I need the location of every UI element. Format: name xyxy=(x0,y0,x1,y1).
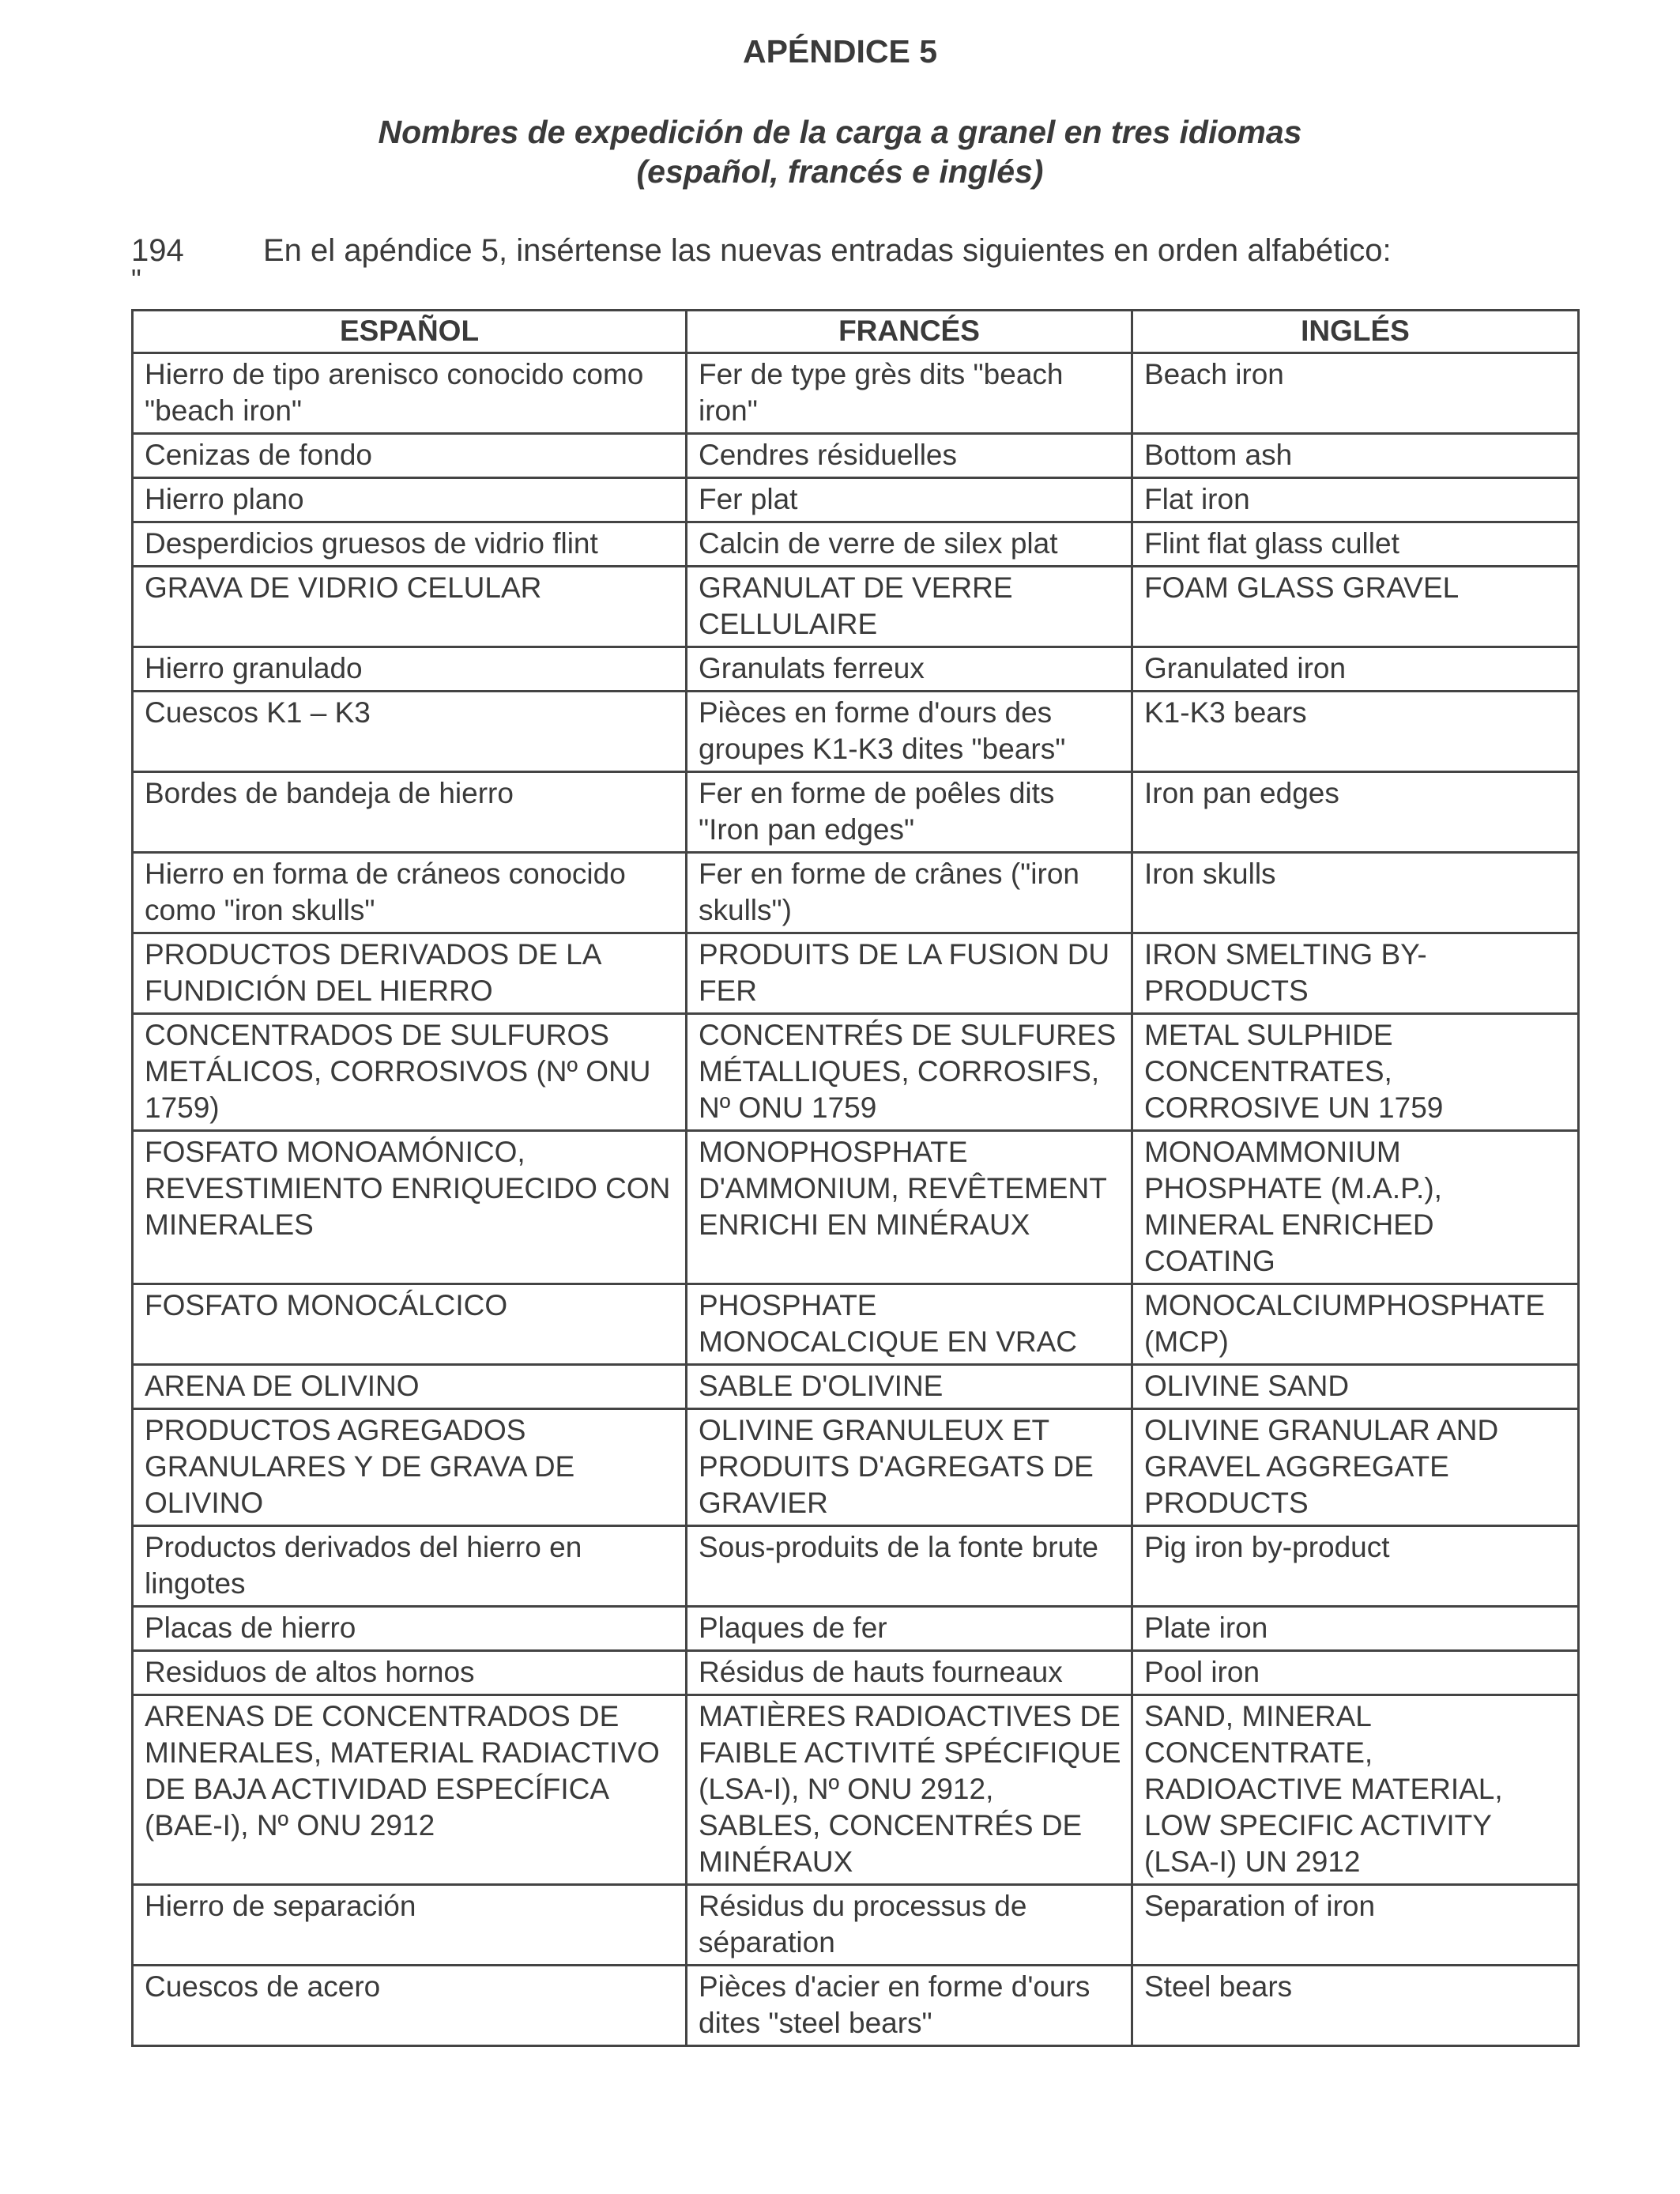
spanish-name-cell: ARENAS DE CONCENTRADOS DE MINERALES, MATERIAL RADIACTIVO DE BAJA ACTIVIDAD ESPECÍFICA (BAE-I), Nº ONU 2912 xyxy=(133,1695,687,1885)
french-name-cell: CONCENTRÉS DE SULFURES MÉTALLIQUES, CORROSIFS, Nº ONU 1759 xyxy=(687,1014,1132,1131)
french-name-cell: Fer plat xyxy=(687,478,1132,522)
english-name-cell: IRON SMELTING BY-PRODUCTS xyxy=(1132,933,1579,1014)
spanish-name-cell: Residuos de altos hornos xyxy=(133,1651,687,1695)
french-name-cell: Fer en forme de crânes ("iron skulls") xyxy=(687,853,1132,933)
french-name-cell: PRODUITS DE LA FUSION DU FER xyxy=(687,933,1132,1014)
subtitle-line-1: Nombres de expedición de la carga a granel en tres idiomas xyxy=(378,114,1302,150)
english-name-cell: Bottom ash xyxy=(1132,434,1579,478)
table-row xyxy=(133,1284,1579,1365)
french-name-cell: Cendres résiduelles xyxy=(687,434,1132,478)
spanish-name-cell: FOSFATO MONOCÁLCICO xyxy=(133,1284,687,1365)
french-name-cell: OLIVINE GRANULEUX ET PRODUITS D'AGREGATS DE GRAVIER xyxy=(687,1409,1132,1526)
table-row xyxy=(133,478,1579,522)
table-row xyxy=(133,1365,1579,1409)
spanish-name-cell: Cuescos K1 – K3 xyxy=(133,692,687,772)
french-name-cell: GRANULAT DE VERRE CELLULAIRE xyxy=(687,567,1132,647)
table-row xyxy=(133,522,1579,567)
english-name-cell: Steel bears xyxy=(1132,1966,1579,2046)
table-row xyxy=(133,434,1579,478)
table-row xyxy=(133,1966,1579,2046)
french-name-cell: Résidus du processus de séparation xyxy=(687,1885,1132,1966)
table-row xyxy=(133,353,1579,434)
french-name-cell: Résidus de hauts fourneaux xyxy=(687,1651,1132,1695)
english-name-cell: Flat iron xyxy=(1132,478,1579,522)
french-name-cell: SABLE D'OLIVINE xyxy=(687,1365,1132,1409)
english-name-cell: METAL SULPHIDE CONCENTRATES, CORROSIVE UN 1759 xyxy=(1132,1014,1579,1131)
table-row xyxy=(133,1695,1579,1885)
shipping-names-table xyxy=(131,309,1580,2047)
english-name-cell: MONOAMMONIUM PHOSPHATE (M.A.P.), MINERAL ENRICHED COATING xyxy=(1132,1131,1579,1284)
spanish-name-cell: ARENA DE OLIVINO xyxy=(133,1365,687,1409)
french-name-cell: Fer en forme de poêles dits "Iron pan edges" xyxy=(687,772,1132,853)
english-name-cell: Plate iron xyxy=(1132,1607,1579,1651)
french-name-cell: Pièces en forme d'ours des groupes K1-K3 dites "bears" xyxy=(687,692,1132,772)
table-row xyxy=(133,853,1579,933)
spanish-name-cell: Cuescos de acero xyxy=(133,1966,687,2046)
table-header-row xyxy=(133,311,1579,353)
column-header-espanol: ESPAÑOL xyxy=(133,311,687,353)
intro-text: En el apéndice 5, insértense las nuevas entradas siguientes en orden alfabético: xyxy=(263,233,1392,268)
opening-quote-mark: " xyxy=(131,263,141,296)
spanish-name-cell: GRAVA DE VIDRIO CELULAR xyxy=(133,567,687,647)
appendix-title: APÉNDICE 5 xyxy=(742,33,938,70)
spanish-name-cell: Bordes de bandeja de hierro xyxy=(133,772,687,853)
english-name-cell: FOAM GLASS GRAVEL xyxy=(1132,567,1579,647)
english-name-cell: OLIVINE SAND xyxy=(1132,1365,1579,1409)
table-row xyxy=(133,933,1579,1014)
table-row xyxy=(133,1014,1579,1131)
table-row xyxy=(133,1526,1579,1607)
english-name-cell: Pig iron by-product xyxy=(1132,1526,1579,1607)
english-name-cell: SAND, MINERAL CONCENTRATE, RADIOACTIVE MATERIAL, LOW SPECIFIC ACTIVITY (LSA-I) UN 2912 xyxy=(1132,1695,1579,1885)
english-name-cell: Separation of iron xyxy=(1132,1885,1579,1966)
spanish-name-cell: Cenizas de fondo xyxy=(133,434,687,478)
table-row xyxy=(133,1409,1579,1526)
table-row xyxy=(133,647,1579,692)
spanish-name-cell: PRODUCTOS DERIVADOS DE LA FUNDICIÓN DEL HIERRO xyxy=(133,933,687,1014)
paragraph-number: 194 xyxy=(131,233,184,268)
english-name-cell: Beach iron xyxy=(1132,353,1579,434)
spanish-name-cell: CONCENTRADOS DE SULFUROS METÁLICOS, CORROSIVOS (Nº ONU 1759) xyxy=(133,1014,687,1131)
spanish-name-cell: PRODUCTOS AGREGADOS GRANULARES Y DE GRAVA DE OLIVINO xyxy=(133,1409,687,1526)
spanish-name-cell: Hierro granulado xyxy=(133,647,687,692)
french-name-cell: MONOPHOSPHATE D'AMMONIUM, REVÊTEMENT ENRICHI EN MINÉRAUX xyxy=(687,1131,1132,1284)
english-name-cell: Iron skulls xyxy=(1132,853,1579,933)
english-name-cell: Iron pan edges xyxy=(1132,772,1579,853)
spanish-name-cell: Productos derivados del hierro en lingotes xyxy=(133,1526,687,1607)
english-name-cell: Pool iron xyxy=(1132,1651,1579,1695)
french-name-cell: MATIÈRES RADIOACTIVES DE FAIBLE ACTIVITÉ SPÉCIFIQUE (LSA-I), Nº ONU 2912, SABLES, CONCENTRÉS DE MINÉRAUX xyxy=(687,1695,1132,1885)
spanish-name-cell: Hierro plano xyxy=(133,478,687,522)
english-name-cell: K1-K3 bears xyxy=(1132,692,1579,772)
table-row xyxy=(133,1651,1579,1695)
spanish-name-cell: Desperdicios gruesos de vidrio flint xyxy=(133,522,687,567)
spanish-name-cell: Hierro en forma de cráneos conocido como "iron skulls" xyxy=(133,853,687,933)
table-row xyxy=(133,692,1579,772)
spanish-name-cell: Placas de hierro xyxy=(133,1607,687,1651)
french-name-cell: Pièces d'acier en forme d'ours dites "steel bears" xyxy=(687,1966,1132,2046)
french-name-cell: Calcin de verre de silex plat xyxy=(687,522,1132,567)
column-header-ingles: INGLÉS xyxy=(1132,311,1579,353)
french-name-cell: Plaques de fer xyxy=(687,1607,1132,1651)
spanish-name-cell: Hierro de separación xyxy=(133,1885,687,1966)
spanish-name-cell: Hierro de tipo arenisco conocido como "beach iron" xyxy=(133,353,687,434)
table-row xyxy=(133,1131,1579,1284)
subtitle-line-2: (español, francés e inglés) xyxy=(636,153,1044,190)
table-row xyxy=(133,772,1579,853)
french-name-cell: Sous-produits de la fonte brute xyxy=(687,1526,1132,1607)
french-name-cell: Granulats ferreux xyxy=(687,647,1132,692)
column-header-frances: FRANCÉS xyxy=(687,311,1132,353)
english-name-cell: OLIVINE GRANULAR AND GRAVEL AGGREGATE PRODUCTS xyxy=(1132,1409,1579,1526)
spanish-name-cell: FOSFATO MONOAMÓNICO, REVESTIMIENTO ENRIQUECIDO CON MINERALES xyxy=(133,1131,687,1284)
table-row xyxy=(133,1885,1579,1966)
french-name-cell: PHOSPHATE MONOCALCIQUE EN VRAC xyxy=(687,1284,1132,1365)
table-row xyxy=(133,1607,1579,1651)
english-name-cell: Flint flat glass cullet xyxy=(1132,522,1579,567)
english-name-cell: Granulated iron xyxy=(1132,647,1579,692)
english-name-cell: MONOCALCIUMPHOSPHATE (MCP) xyxy=(1132,1284,1579,1365)
table-row xyxy=(133,567,1579,647)
table-body xyxy=(133,353,1579,2046)
french-name-cell: Fer de type grès dits "beach iron" xyxy=(687,353,1132,434)
